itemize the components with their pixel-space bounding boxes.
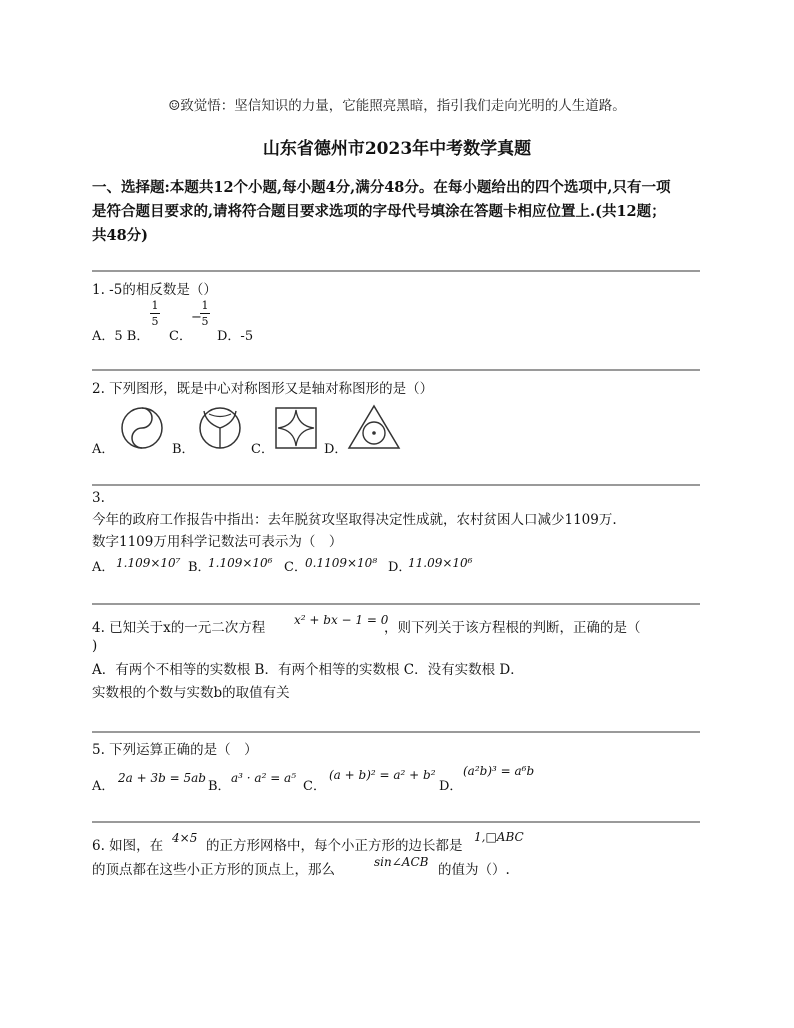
q3-number: 3.	[92, 490, 105, 506]
q3-option-c-label: C．	[284, 560, 307, 575]
q5-option-d-value: (a²b)³ = a⁶b	[463, 764, 535, 778]
q5-option-b-label: B．	[208, 779, 231, 794]
q1-frac-b-den: 5	[151, 315, 159, 328]
q1-option-ab: A．5 B．	[92, 329, 150, 344]
triangle-circle-figure-icon	[346, 403, 402, 451]
q3-option-a-label: A．	[92, 560, 115, 575]
q1-frac-c-num: 1	[201, 299, 209, 312]
q1-frac-b-num: 1	[151, 299, 159, 312]
q5-option-c-label: C．	[303, 779, 326, 794]
q5-option-a-label: A．	[92, 779, 115, 794]
q3-option-c-value: 0.1109×10⁸	[305, 556, 378, 570]
q4-option-d-text: 实数根的个数与实数b的取值有关	[92, 685, 290, 701]
q6-grid-size: 4×5	[172, 831, 198, 845]
instruction-line-3: 共48分)	[92, 227, 149, 244]
q2-option-a: A．	[92, 442, 115, 457]
q1-fraction-b	[150, 299, 160, 328]
q2-option-d: D．	[324, 442, 348, 457]
q1-frac-c-sign: −	[191, 310, 202, 325]
q5-option-c-value: (a + b)² = a² + b²	[329, 768, 436, 782]
q5-option-b-value: a³ · a² = a⁵	[231, 771, 297, 785]
q6-line-2-end: 的值为（）.	[438, 862, 510, 878]
q3-option-d-value: 11.09×10⁶	[408, 556, 473, 570]
q6-stem-start: 6. 如图，在	[92, 838, 164, 854]
q2-option-b: B．	[172, 442, 195, 457]
divider-q5	[92, 731, 700, 733]
q6-stem-middle: 的正方形网格中，每个小正方形的边长都是	[206, 838, 463, 854]
q1-frac-c-den: 5	[201, 315, 209, 328]
instruction-line-2: 是符合题目要求的,请将符合题目要求选项的字母代号填涂在答题卡相应位置上.(共12题；	[92, 203, 666, 220]
q3-option-a-value: 1.109×10⁷	[116, 556, 181, 570]
q4-stem-start: 4. 已知关于x的一元二次方程	[92, 620, 266, 636]
q1-option-c: C．	[169, 329, 192, 344]
divider-q4	[92, 603, 700, 605]
page-title: 山东省德州市2023年中考数学真题	[262, 139, 532, 159]
q4-stem-close: )	[92, 638, 98, 654]
yin-yang-figure-icon	[118, 405, 166, 451]
q6-triangle-label: 1,□ABC	[474, 830, 524, 844]
q5-option-a-value: 2a + 3b = 5ab	[118, 771, 206, 785]
q6-line-2-start: 的顶点都在这些小正方形的顶点上，那么	[92, 862, 335, 878]
q5-option-d-label: D．	[439, 779, 463, 794]
square-star-figure-icon	[272, 405, 320, 451]
section-instructions	[92, 176, 704, 248]
divider-q6	[92, 821, 700, 823]
divider-q2	[92, 369, 700, 371]
q1-fraction-c	[200, 299, 210, 328]
q3-option-b-label: B．	[188, 560, 211, 575]
instruction-line-1: 一、选择题:本题共12个小题,每小题4分,满分48分。在每小题给出的四个选项中,只有一项	[92, 179, 671, 196]
q2-option-c: C．	[251, 442, 274, 457]
q4-equation: x² + bx − 1 = 0	[294, 613, 389, 627]
q3-line-1: 今年的政府工作报告中指出：去年脱贫攻坚取得决定性成就，农村贫困人口减少1109万.	[92, 512, 617, 528]
q2-stem: 2. 下列图形，既是中心对称图形又是轴对称图形的是（）	[92, 381, 434, 397]
divider-q3	[92, 484, 700, 486]
divider-q1	[92, 270, 700, 272]
q3-line-2: 数字1109万用科学记数法可表示为（ ）	[92, 534, 343, 550]
motto-line: ☺致觉悟：坚信知识的力量，它能照亮黑暗，指引我们走向光明的人生道路。	[168, 98, 626, 114]
q4-options-line: A．有两个不相等的实数根 B．有两个相等的实数根 C．没有实数根 D．	[92, 662, 524, 678]
q5-stem: 5. 下列运算正确的是（ ）	[92, 742, 258, 758]
q3-option-d-label: D．	[388, 560, 412, 575]
q4-stem-end: ，则下列关于该方程根的判断，正确的是（	[384, 620, 641, 636]
q1-stem: 1. -5的相反数是（）	[92, 282, 217, 298]
q6-sin-expression: sin∠ACB	[374, 855, 429, 869]
q1-option-d: D．-5	[217, 329, 254, 344]
three-arc-figure-icon	[196, 405, 244, 451]
q3-option-b-value: 1.109×10⁶	[208, 556, 273, 570]
